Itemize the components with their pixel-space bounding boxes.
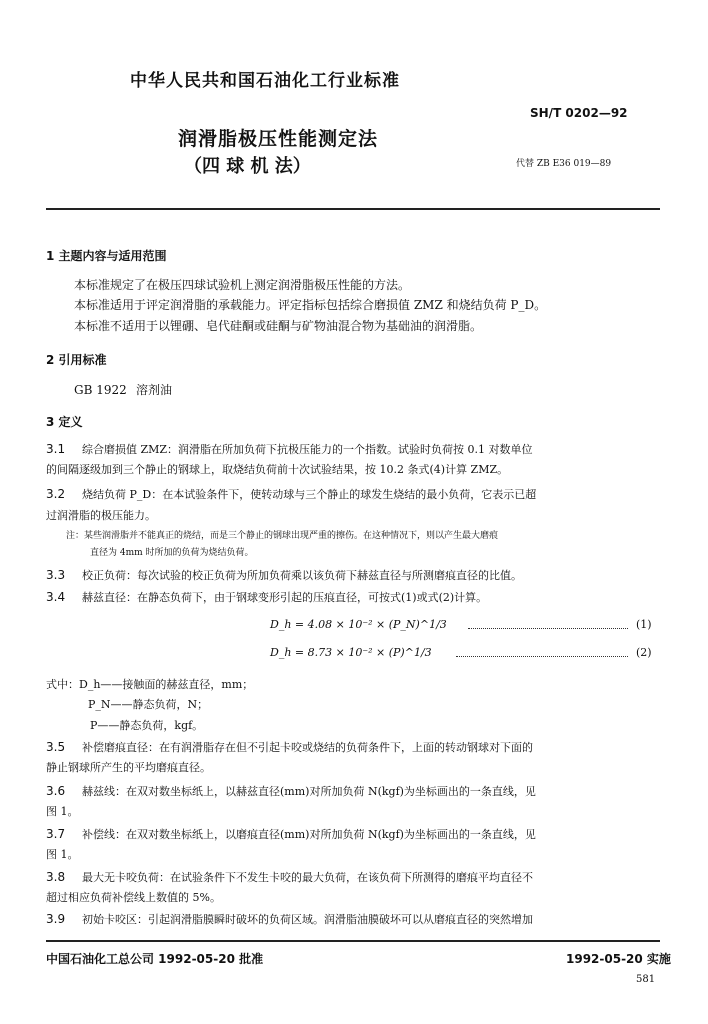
equation-2-number: (2) [636,646,652,659]
standard-number: SH/T 0202—92 [530,106,628,120]
clause-number: 3.9 [46,912,66,926]
where-static-load-n: P_N——静态负荷，N； [88,698,209,711]
definition-3-1: 综合磨损值 ZMZ：润滑脂在所加负荷下抗极压能力的一个指数。试验时负荷按 0.1 对数单位 [82,443,533,456]
document-title: 润滑脂极压性能测定法 [178,128,379,150]
clause-number: 3.6 [46,784,66,798]
definition-3-8: 最大无卡咬负荷：在试验条件下不发生卡咬的最大负荷，在该负荷下所测得的磨痕平均直径不 [82,871,533,884]
definition-3-2: 烧结负荷 P_D：在本试验条件下，使转动球与三个静止的球发生烧结的最小负荷，它表示已超 [82,488,537,501]
definition-3-4: 赫兹直径：在静态负荷下，由于钢球变形引起的压痕直径，可按式(1)或式(2)计算。 [82,591,488,604]
reference-code: GB 1922 [74,383,127,397]
equation-2-leader [456,656,628,657]
equation-1: D_h = 4.08 × 10⁻² × (P_N)^1/3 [270,618,447,631]
reference-name: 溶剂油 [136,383,173,397]
definition-3-3: 校正负荷：每次试验的校正负荷为所加负荷乘以该负荷下赫兹直径与所测磨痕直径的比值。 [82,569,522,582]
definition-3-9: 初始卡咬区：引起润滑脂膜瞬时破坏的负荷区域。润滑脂油膜破坏可以从磨痕直径的突然增加 [82,913,533,926]
definition-3-7: 补偿线：在双对数坐标纸上，以磨痕直径(mm)对所加负荷 N(kgf)为坐标画出的一条直线，见 [82,828,536,841]
equation-1-leader [468,628,628,629]
replaces-standard: 代替 ZB E36 019—89 [516,159,612,169]
definition-3-5-continued: 静止钢球所产生的平均磨痕直径。 [46,761,211,774]
definition-3-7-continued: 图 1。 [46,848,79,861]
clause-number: 3.7 [46,827,66,841]
section-1-paragraph-2: 本标准适用于评定润滑脂的承载能力。评定指标包括综合磨损值 ZMZ 和烧结负荷 P_D。 [74,298,547,312]
section-3-heading: 3 定义 [46,415,83,429]
note-line-1: 注：某些润滑脂并不能真正的烧结，而是三个静止的钢球出现严重的擦伤。在这种情况下，则以产生最大磨痕 [66,531,499,541]
clause-number: 3.4 [46,590,66,604]
clause-number: 3.3 [46,568,66,582]
clause-number: 3.1 [46,442,66,456]
definition-3-5: 补偿磨痕直径：在有润滑脂存在但不引起卡咬或烧结的负荷条件下，上面的转动钢球对下面的 [82,741,533,754]
section-1-paragraph-3: 本标准不适用于以锂硼、皂代硅酮或硅酮与矿物油混合物为基础油的润滑脂。 [74,319,483,333]
definition-3-1-continued: 的间隔逐级加到三个静止的钢球上，取烧结负荷前十次试验结果，按 10.2 条式(4)计算 ZMZ。 [46,463,509,476]
issuing-authority: 中华人民共和国石油化工行业标准 [130,71,400,91]
definition-3-2-continued: 过润滑脂的极压能力。 [46,509,156,522]
where-static-load-kgf: P——静态负荷，kgf。 [90,719,204,732]
page-number: 581 [636,974,656,985]
clause-number: 3.5 [46,740,66,754]
equation-2: D_h = 8.73 × 10⁻² × (P)^1/3 [270,646,432,659]
section-1-heading: 1 主题内容与适用范围 [46,249,167,263]
approval-line: 中国石油化工总公司 1992-05-20 批准 [46,952,264,966]
section-1-paragraph-1: 本标准规定了在极压四球试验机上测定润滑脂极压性能的方法。 [74,278,411,292]
document-subtitle: （四 球 机 法） [184,156,311,177]
effective-date: 1992-05-20 实施 [566,952,671,966]
clause-number: 3.8 [46,870,66,884]
equation-1-number: (1) [636,618,652,631]
note-line-2: 直径为 4mm 时所加的负荷为烧结负荷。 [90,548,254,558]
footer-rule [46,940,660,942]
definition-3-6: 赫兹线：在双对数坐标纸上，以赫兹直径(mm)对所加负荷 N(kgf)为坐标画出的一条直线，见 [82,785,536,798]
where-clause: 式中：D_h——接触面的赫兹直径，mm； [46,678,254,691]
definition-3-8-continued: 超过相应负荷补偿线上数值的 5%。 [46,891,221,904]
clause-number: 3.2 [46,487,66,501]
header-rule [46,208,660,210]
definition-3-6-continued: 图 1。 [46,805,79,818]
section-2-heading: 2 引用标准 [46,353,107,367]
